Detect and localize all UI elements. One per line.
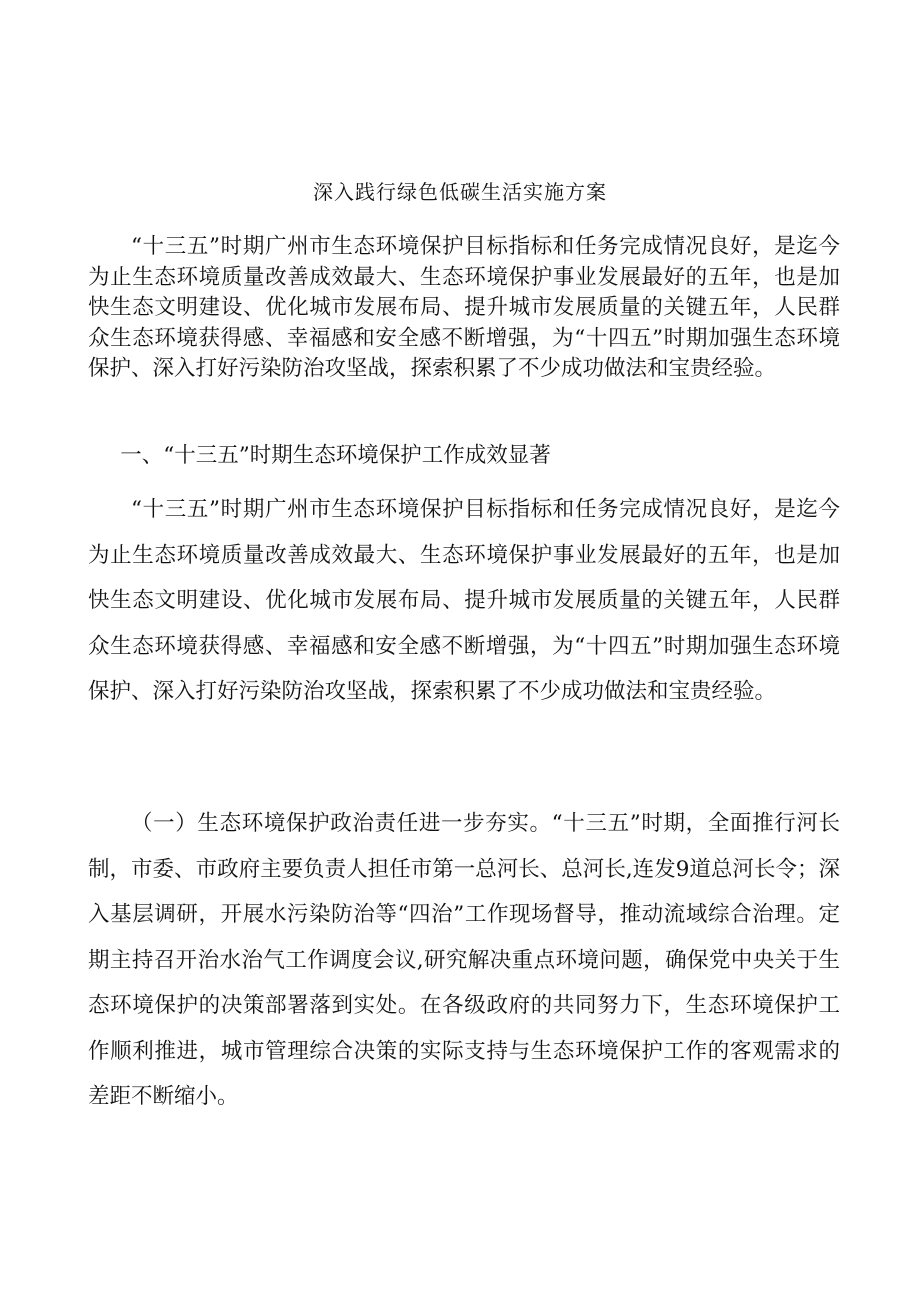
paragraph-intro: “十三五”时期广州市生态环境保护目标指标和任务完成情况良好，是迄今为止生态环境质量改善成效最大、生态环境保护事业发展最好的五年，也是加快生态文明建设、优化城市发展布局、提升城市发展质量的关键五年，人民群众生态环境获得感、幸福感和安全感不断增强，为“十四五”时期加强生态环境保护、深入打好污染防治攻坚战，探索积累了不少成功做法和宝贵经验。 — [88, 234, 840, 381]
section-heading: 一、“十三五”时期生态环境保护工作成效显著 — [120, 443, 551, 468]
paragraph-section-1: “十三五”时期广州市生态环境保护目标指标和任务完成情况良好，是迄今为止生态环境质量改善成效最大、生态环境保护事业发展最好的五年，也是加快生态文明建设、优化城市发展布局、提升城市发展质量的关键五年，人民群众生态环境获得感、幸福感和安全感不断增强，为“十四五”时期加强生态环境保护、深入打好污染防治攻坚战，探索积累了不少成功做法和宝贵经验。 — [88, 497, 840, 704]
document-title: 深入践行绿色低碳生活实施方案 — [313, 180, 607, 204]
paragraph-subsection-1: （一）生态环境保护政治责任进一步夯实。“十三五”时期，全面推行河长制，市委、市政府主要负责人担任市第一总河长、总河长,连发9道总河长令；深入基层调研，开展水污染防治等“四治”工作现场督导，推动流域综合治理。定期主持召开治水治气工作调度会议,研究解决重点环境问题，确保党中央关于生态环境保护的决策部署落到实处。在各级政府的共同努力下，生态环境保护工作顺利推进，城市管理综合决策的实际支持与生态环境保护工作的客观需求的差距不断缩小。 — [88, 811, 840, 1109]
